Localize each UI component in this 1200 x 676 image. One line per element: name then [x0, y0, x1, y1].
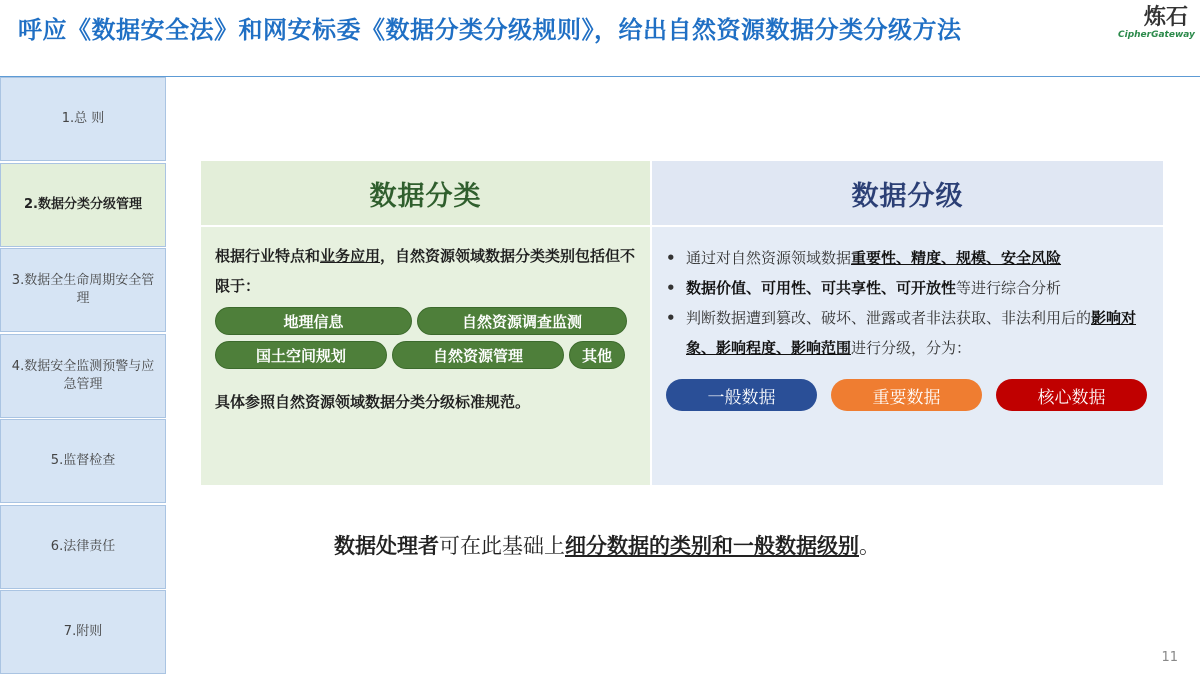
sidebar-item-general[interactable] — [0, 77, 166, 161]
logo-text: 炼石 — [1143, 5, 1188, 30]
bullet-marker: • — [666, 279, 676, 297]
bullet-marker: • — [666, 249, 676, 267]
grading-bullet: • 判断数据遭到篡改、破坏、泄露或者非法获取、非法利用后的影响对象、影响程度、影响范围进行分级，分为： — [666, 303, 1147, 363]
category-pill[interactable]: 自然资源管理 — [392, 341, 564, 369]
sidebar-item-label: 7.附则 — [63, 624, 103, 639]
sidebar-item-label: 6.法律责任 — [50, 538, 116, 554]
summary-line: 数据处理者可在此基础上细分数据的类别和一般数据级别。 — [334, 534, 880, 558]
grading-bullet: • 通过对自然资源领域数据重要性、精度、规模、安全风险 — [666, 243, 1147, 273]
sidebar-item-monitoring-emergency[interactable] — [0, 334, 166, 418]
brand-logo — [1118, 5, 1195, 46]
grading-heading: 数据分级 — [652, 161, 1163, 227]
classification-intro: 根据行业特点和业务应用，自然资源领域数据分类类别包括但不限于： — [215, 247, 636, 295]
category-pill[interactable]: 地理信息 — [215, 307, 412, 335]
sidebar-item-appendix[interactable] — [0, 590, 166, 674]
category-row — [215, 307, 638, 335]
category-pill[interactable]: 自然资源调查监测 — [417, 307, 627, 335]
level-important[interactable]: 重要数据 — [831, 379, 982, 411]
sidebar-item-label: 5.监督检查 — [50, 453, 116, 468]
grading-bullet: • 数据价值、可用性、可共享性、可开放性等进行综合分析 — [666, 273, 1147, 303]
sidebar-item-classification-management[interactable] — [0, 163, 166, 247]
sidebar-item-label: 1.总 则 — [61, 111, 105, 126]
page-number: 11 — [1161, 650, 1178, 665]
logo-subtext: CipherGateway — [1118, 30, 1195, 40]
bullet-marker: • — [666, 309, 676, 327]
content-panel — [201, 161, 1163, 485]
category-row — [215, 341, 638, 369]
page-title: 呼应《数据安全法》和网安标委《数据分类分级规则》，给出自然资源数据分类分级方法 — [18, 16, 962, 44]
sidebar-nav — [0, 77, 166, 676]
sidebar-item-legal-liability[interactable] — [0, 505, 166, 589]
category-pill[interactable]: 其他 — [569, 341, 625, 369]
category-pill[interactable]: 国土空间规划 — [215, 341, 387, 369]
sidebar-item-label: 4.数据安全监测预警与应急管理 — [11, 358, 155, 392]
classification-column — [201, 161, 650, 485]
sidebar-item-lifecycle-security[interactable] — [0, 248, 166, 332]
level-row — [666, 379, 1147, 411]
classification-heading: 数据分类 — [201, 161, 650, 227]
level-general[interactable]: 一般数据 — [666, 379, 817, 411]
sidebar-item-supervision[interactable] — [0, 419, 166, 503]
sidebar-item-label: 2.数据分类分级管理 — [24, 196, 142, 212]
sidebar-item-label: 3.数据全生命周期安全管理 — [11, 273, 155, 306]
grading-column — [652, 161, 1163, 485]
level-core[interactable]: 核心数据 — [996, 379, 1147, 411]
title-divider — [0, 76, 1200, 77]
classification-reference: 具体参照自然资源领域数据分类分级标准规范。 — [215, 393, 531, 411]
